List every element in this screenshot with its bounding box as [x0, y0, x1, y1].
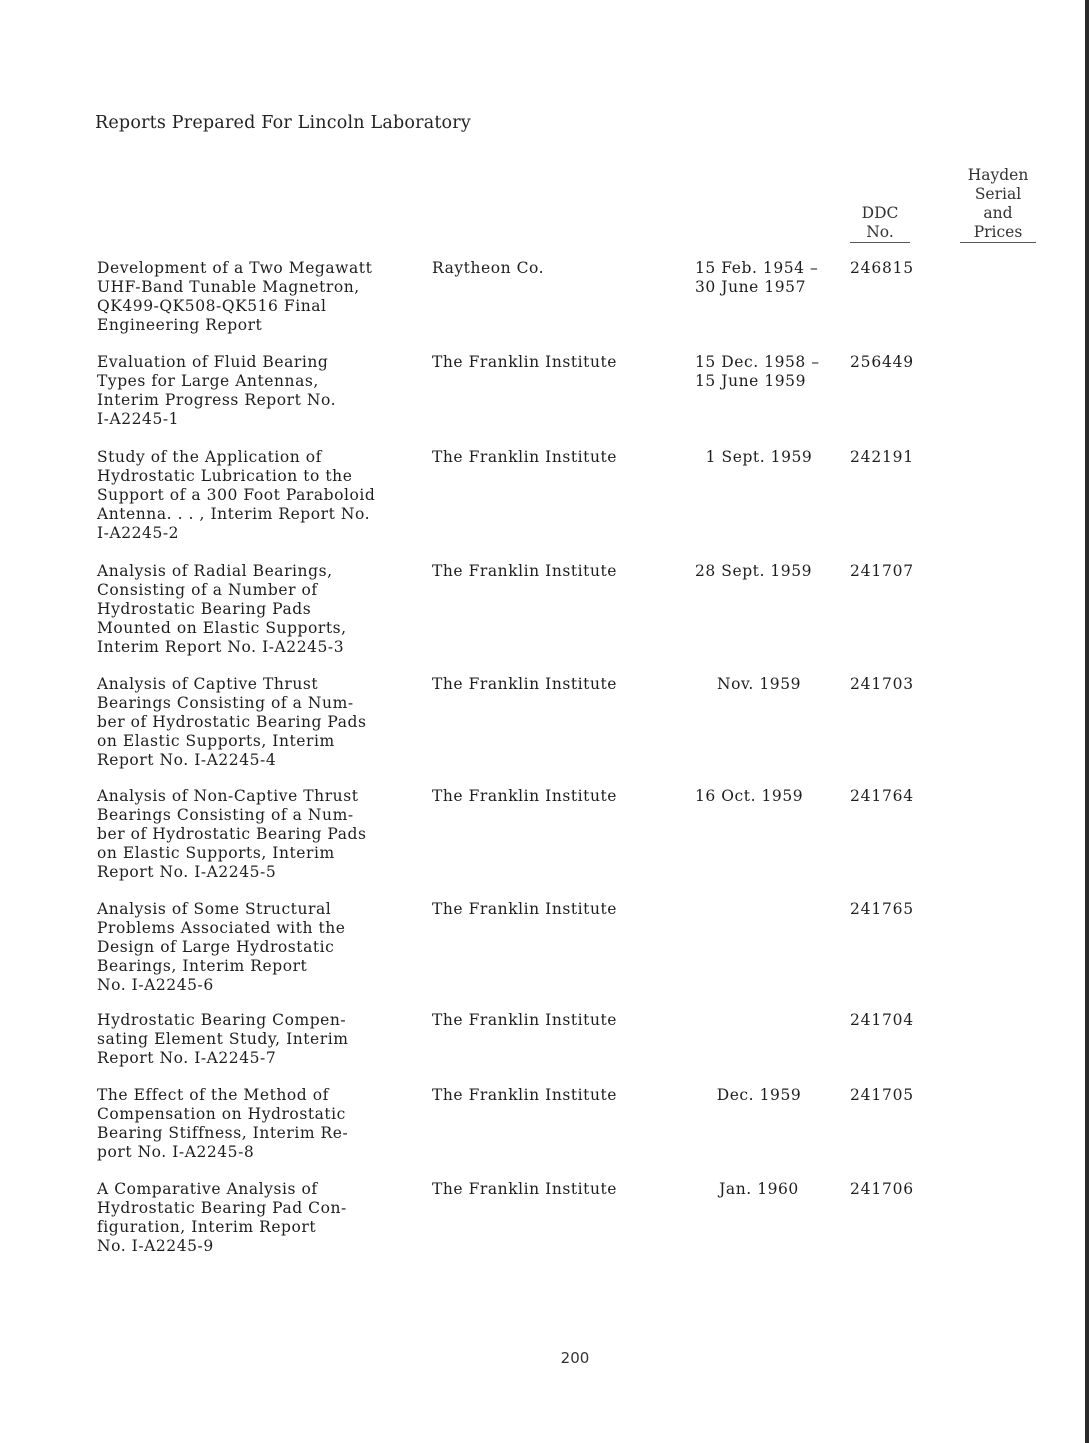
report-organization: The Franklin Institute: [432, 1086, 617, 1104]
hayden-column-header: [960, 166, 1036, 243]
ddc-header-line: No.: [850, 223, 910, 243]
report-title: Development of a Two Megawatt UHF-Band Tunable Magnetron, QK499-QK508-QK516 Final Engineering Report: [97, 259, 373, 334]
report-date: Jan. 1960: [719, 1180, 799, 1198]
report-organization: Raytheon Co.: [432, 259, 545, 277]
ddc-number: 241707: [850, 562, 914, 580]
hayden-header-line: Hayden: [967, 166, 1029, 184]
report-date: 28 Sept. 1959: [695, 562, 813, 580]
report-title: Analysis of Radial Bearings, Consisting of a Number of Hydrostatic Bearing Pads Mounted on Elastic Supports, Interim Report No. I-A2245-3: [97, 562, 347, 656]
report-date: 15 Dec. 1958 – 15 June 1959: [695, 353, 820, 390]
report-date: 1 Sept. 1959: [705, 448, 813, 466]
report-organization: The Franklin Institute: [432, 1180, 617, 1198]
hayden-header-line: Serial: [974, 185, 1022, 203]
ddc-number: 256449: [850, 353, 914, 371]
report-title: Analysis of Non-Captive Thrust Bearings Consisting of a Num- ber of Hydrostatic Bearing Pads on Elastic Supports, Interim Report No. I-A2245-5: [97, 787, 367, 881]
ddc-column-header: [850, 204, 910, 243]
page-edge: [1085, 0, 1089, 1443]
report-organization: The Franklin Institute: [432, 900, 617, 918]
report-organization: The Franklin Institute: [432, 787, 617, 805]
report-date: Nov. 1959: [716, 675, 802, 693]
ddc-number: 241705: [850, 1086, 914, 1104]
report-title: Analysis of Captive Thrust Bearings Consisting of a Num- ber of Hydrostatic Bearing Pads on Elastic Supports, Interim Report No. I-A2245-4: [97, 675, 367, 769]
report-date: 15 Feb. 1954 – 30 June 1957: [695, 259, 819, 296]
ddc-number: 241704: [850, 1011, 914, 1029]
report-title: The Effect of the Method of Compensation on Hydrostatic Bearing Stiffness, Interim Re- port No. I-A2245-8: [97, 1086, 349, 1161]
report-organization: The Franklin Institute: [432, 1011, 617, 1029]
report-organization: The Franklin Institute: [432, 353, 617, 371]
report-organization: The Franklin Institute: [432, 448, 617, 466]
ddc-number: 246815: [850, 259, 914, 277]
page-number: 200: [560, 1349, 590, 1367]
report-organization: The Franklin Institute: [432, 675, 617, 693]
report-title: A Comparative Analysis of Hydrostatic Bearing Pad Con- figuration, Interim Report No. I-A2245-9: [97, 1180, 347, 1255]
hayden-header-line: Prices: [960, 223, 1036, 243]
ddc-number: 241764: [850, 787, 914, 805]
ddc-number: 241706: [850, 1180, 914, 1198]
ddc-number: 241703: [850, 675, 914, 693]
ddc-number: 241765: [850, 900, 914, 918]
ddc-number: 242191: [850, 448, 914, 466]
page-title: Reports Prepared For Lincoln Laboratory: [95, 113, 471, 133]
report-title: Analysis of Some Structural Problems Associated with the Design of Large Hydrostatic Bearings, Interim Report No. I-A2245-6: [97, 900, 346, 994]
hayden-header-line: and: [983, 204, 1013, 222]
report-date: 16 Oct. 1959: [695, 787, 804, 805]
report-organization: The Franklin Institute: [432, 562, 617, 580]
report-title: Study of the Application of Hydrostatic Lubrication to the Support of a 300 Foot Paraboloid Antenna. . . , Interim Report No. I-A2245-2: [97, 448, 376, 542]
ddc-header-line: DDC: [861, 204, 899, 222]
report-date: Dec. 1959: [716, 1086, 802, 1104]
report-title: Evaluation of Fluid Bearing Types for Large Antennas, Interim Progress Report No. I-A2245-1: [97, 353, 337, 428]
report-title: Hydrostatic Bearing Compen- sating Element Study, Interim Report No. I-A2245-7: [97, 1011, 349, 1067]
